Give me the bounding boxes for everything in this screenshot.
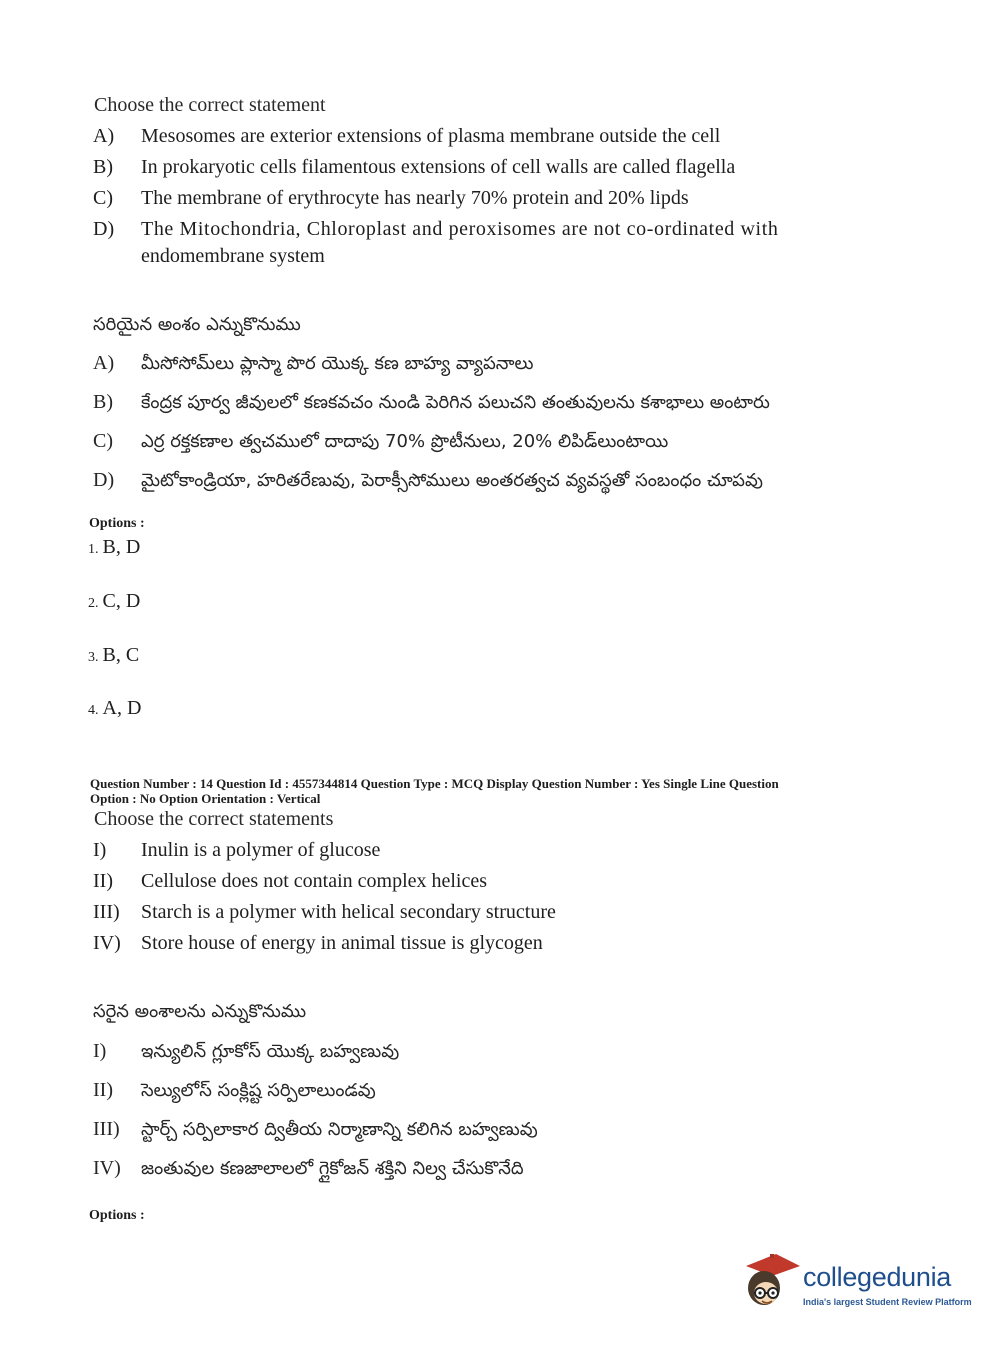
- option-text: B, D: [102, 536, 141, 558]
- statement-text: మీసోసోమ్‌లు ప్లాస్మా పొర యొక్క కణ బాహ్య వ్యాపనాలు: [141, 353, 534, 374]
- statement-label: IV): [93, 932, 121, 954]
- option-text: A, D: [102, 697, 142, 719]
- q13-te-statement-c: [93, 430, 668, 456]
- statement-text: Cellulose does not contain complex helices: [141, 870, 488, 892]
- brand-name: collegedunia: [803, 1262, 952, 1292]
- option-number: 1.: [88, 542, 99, 557]
- q13-statement-b: [93, 156, 735, 179]
- q13-te-statement-d: [93, 469, 763, 495]
- q13-option-4[interactable]: [88, 697, 141, 720]
- statement-text: The Mitochondria, Chloroplast and peroxisomes are not co-ordinated with: [141, 218, 779, 240]
- q13-stem-te: సరియైన అంశం ఎన్నుకొనుము: [93, 314, 301, 335]
- q13-statement-c: [93, 187, 689, 210]
- option-number: 3.: [88, 650, 99, 665]
- q14-statement-iv: [93, 932, 543, 955]
- mascot-icon: [742, 1248, 802, 1314]
- statement-text: మైటోకాండ్రియా, హరితరేణువు, పెరాక్సీసోములు అంతరత్వచ వ్యవస్థతో సంబంధం చూపవు: [141, 470, 763, 491]
- statement-text: Store house of energy in animal tissue is glycogen: [141, 932, 543, 954]
- statement-text: Starch is a polymer with helical secondary structure: [141, 901, 556, 923]
- q14-statement-i: [93, 839, 380, 862]
- option-text: C, D: [102, 590, 141, 612]
- q13-stem-en: Choose the correct statement: [94, 94, 326, 116]
- q13-options-heading: Options :: [89, 516, 145, 531]
- q14-options-heading: Options :: [89, 1208, 145, 1223]
- option-text: B, C: [102, 644, 140, 666]
- statement-label: I): [93, 1040, 107, 1062]
- q13-option-2[interactable]: [88, 590, 140, 613]
- q14-te-statement-iii: [93, 1118, 538, 1144]
- q13-statement-a: [93, 125, 720, 148]
- q14-te-statement-iv: [93, 1157, 524, 1183]
- q14-statement-ii: [93, 870, 487, 893]
- q13-te-statement-b: [93, 391, 770, 417]
- statement-text: స్టార్చ్ సర్పిలాకార ద్వితీయ నిర్మాణాన్ని కలిగిన బహ్వణువు: [141, 1119, 538, 1140]
- q13-option-3[interactable]: [88, 644, 139, 667]
- statement-label: C): [93, 187, 113, 209]
- statement-text: జంతువుల కణజాలాలలో గ్లైకోజన్ శక్తిని నిల్వ చేసుకొనేది: [141, 1158, 524, 1179]
- statement-text: The membrane of erythrocyte has nearly 70% protein and 20% lipds: [141, 187, 689, 209]
- statement-label: A): [93, 125, 115, 147]
- statement-label: C): [93, 430, 113, 452]
- statement-text: ఎర్ర రక్తకణాల త్వచములో దాదాపు 70% ప్రొటీనులు, 20% లిపిడ్‌లుంటాయి: [141, 431, 669, 452]
- statement-text: In prokaryotic cells filamentous extensions of cell walls are called flagella: [141, 156, 736, 178]
- q14-meta-line2: Option : No Option Orientation : Vertical: [90, 791, 321, 806]
- q13-option-1[interactable]: [88, 536, 140, 559]
- statement-text: Mesosomes are exterior extensions of plasma membrane outside the cell: [141, 125, 721, 147]
- q13-te-statement-a: [93, 352, 533, 378]
- option-number: 4.: [88, 703, 99, 718]
- statement-text: కేంద్రక పూర్వ జీవులలో కణకవచం నుండి పెరిగిన పలుచని తంతువులను కశాభాలు అంటారు: [141, 392, 770, 413]
- q14-te-statement-i: [93, 1040, 399, 1066]
- q14-stem-en: Choose the correct statements: [94, 808, 334, 830]
- statement-label: B): [93, 156, 113, 178]
- q14-statement-iii: [93, 901, 556, 924]
- q13-statement-d-cont: endomembrane system: [141, 245, 325, 267]
- statement-label: II): [93, 1079, 113, 1101]
- q14-stem-te: సరైన అంశాలను ఎన్నుకొనుము: [93, 1001, 307, 1022]
- statement-label: D): [93, 469, 115, 491]
- q13-statement-d: [93, 218, 778, 241]
- brand-tagline: India's largest Student Review Platform: [803, 1297, 972, 1307]
- statement-label: III): [93, 1118, 120, 1140]
- q14-meta-line1: Question Number : 14 Question Id : 4557344814 Question Type : MCQ Display Question Number : Yes Single Line Question: [90, 776, 779, 791]
- statement-text: సెల్యులోస్ సంక్లిష్ట సర్పిలాలుండవు: [141, 1080, 376, 1101]
- q14-te-statement-ii: [93, 1079, 376, 1105]
- statement-label: A): [93, 352, 115, 374]
- statement-text: Inulin is a polymer of glucose: [141, 839, 381, 861]
- statement-text: ఇన్యులిన్ గ్లూకోస్ యొక్క బహ్వణువు: [141, 1041, 400, 1062]
- statement-label: B): [93, 391, 113, 413]
- statement-label: III): [93, 901, 120, 923]
- statement-label: IV): [93, 1157, 121, 1179]
- statement-label: I): [93, 839, 107, 861]
- statement-label: D): [93, 218, 115, 240]
- option-number: 2.: [88, 596, 99, 611]
- statement-label: II): [93, 870, 113, 892]
